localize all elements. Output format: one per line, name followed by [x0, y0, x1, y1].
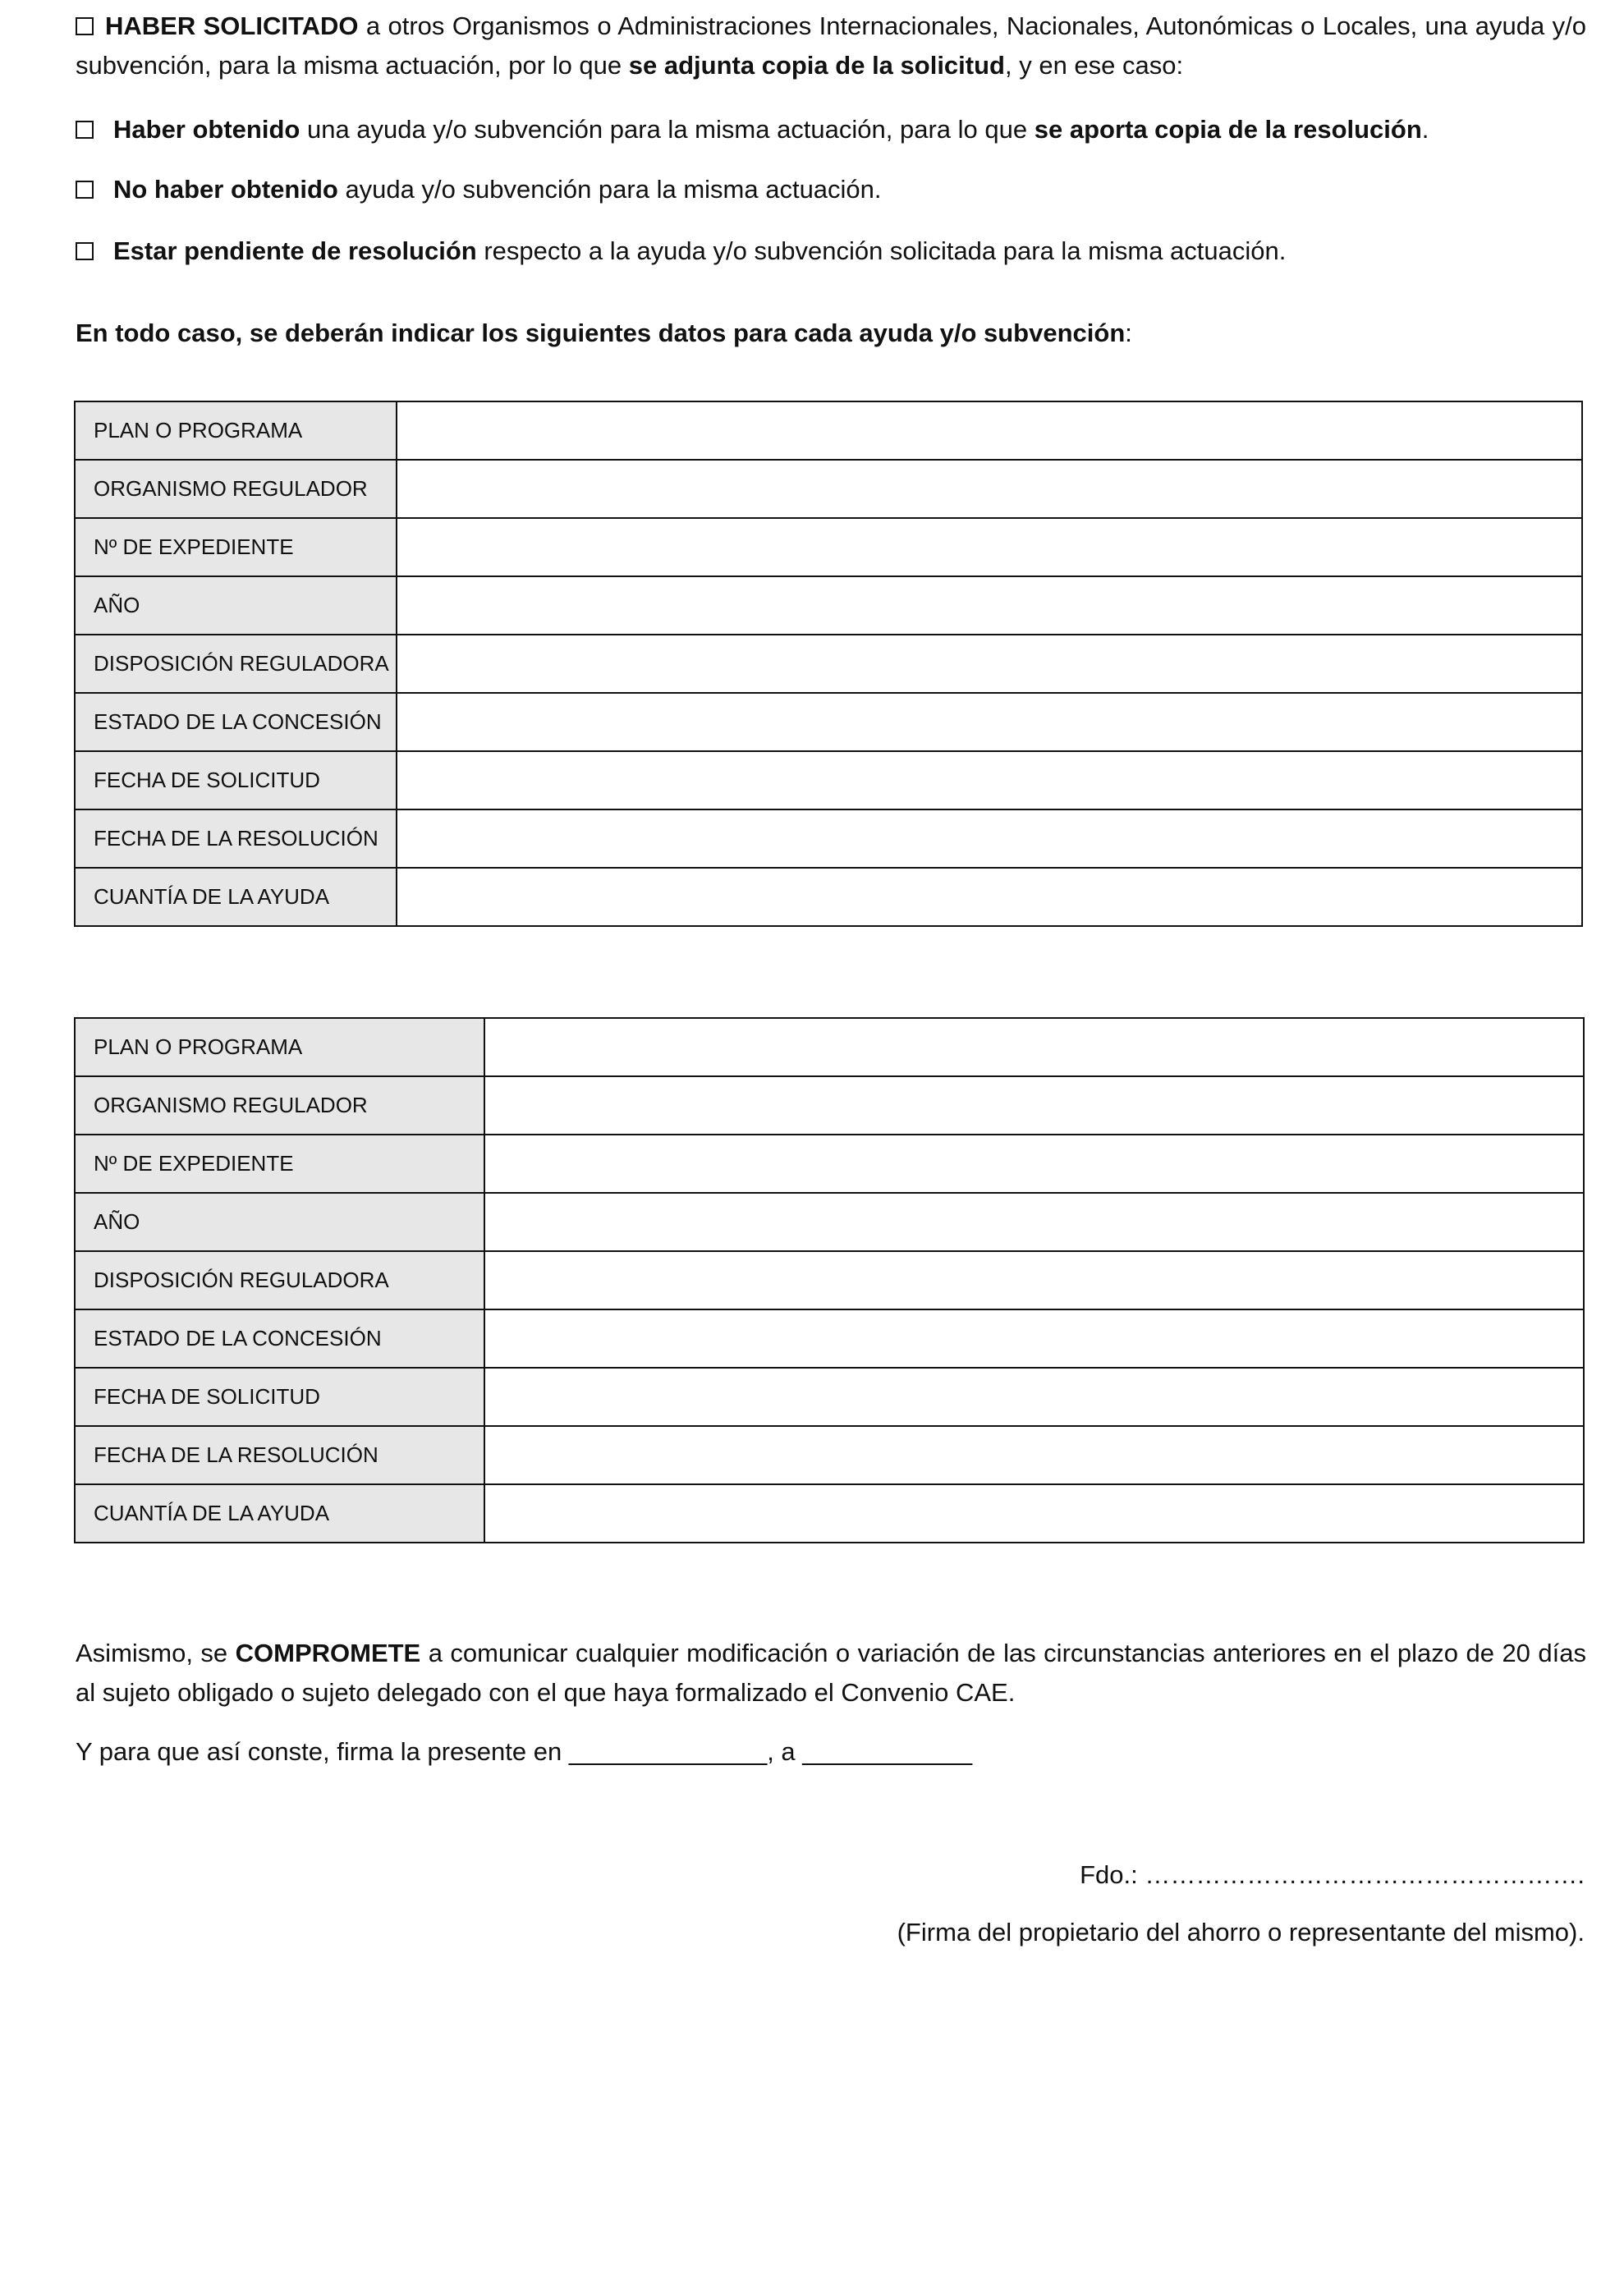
- option-bold: Estar pendiente de resolución: [113, 236, 477, 265]
- table-row: [75, 1484, 1584, 1543]
- ayuda-table-2: [74, 1017, 1585, 1543]
- caption-text: (Firma del propietario del ahorro o representante del mismo).: [897, 1918, 1585, 1947]
- table-row: [75, 401, 1582, 460]
- haber-solicitado-checkbox[interactable]: [76, 17, 94, 35]
- option-text: [113, 232, 1286, 271]
- table-row: [75, 1076, 1584, 1135]
- table-row: [75, 518, 1582, 576]
- row-value-field[interactable]: [397, 460, 1582, 518]
- commit-text-1: Asimismo, se: [76, 1639, 236, 1667]
- row-label: AÑO: [75, 1193, 484, 1251]
- row-value-field[interactable]: [484, 1076, 1584, 1135]
- row-value-field[interactable]: [397, 401, 1582, 460]
- row-label: DISPOSICIÓN REGULADORA: [75, 1251, 484, 1309]
- row-label: ESTADO DE LA CONCESIÓN: [75, 1309, 484, 1368]
- row-value-field[interactable]: [484, 1135, 1584, 1193]
- indicate-instruction: [76, 314, 1586, 353]
- row-label: CUANTÍA DE LA AYUDA: [75, 1484, 484, 1543]
- fdo-text: Fdo.: …………………………………………….: [1080, 1860, 1585, 1889]
- commitment-paragraph: [76, 1634, 1586, 1713]
- intro-text-2: , y en ese caso:: [1004, 51, 1184, 80]
- row-label: PLAN O PROGRAMA: [75, 1018, 484, 1076]
- row-value-field[interactable]: [397, 518, 1582, 576]
- table-row: [75, 576, 1582, 635]
- row-value-field[interactable]: [484, 1484, 1584, 1543]
- row-label: CUANTÍA DE LA AYUDA: [75, 868, 397, 926]
- row-label: FECHA DE SOLICITUD: [75, 751, 397, 809]
- option-text: [113, 110, 1429, 149]
- pendiente-resolucion-checkbox[interactable]: [76, 242, 94, 260]
- indicate-colon: :: [1125, 319, 1132, 347]
- intro-paragraph: [76, 7, 1586, 85]
- row-label: FECHA DE SOLICITUD: [75, 1368, 484, 1426]
- table-row: [75, 1251, 1584, 1309]
- table-row: [75, 1135, 1584, 1193]
- row-label: DISPOSICIÓN REGULADORA: [75, 635, 397, 693]
- row-value-field[interactable]: [397, 868, 1582, 926]
- row-value-field[interactable]: [397, 751, 1582, 809]
- indicate-bold: En todo caso, se deberán indicar los siguientes datos para cada ayuda y/o subvención: [76, 319, 1126, 347]
- row-label: PLAN O PROGRAMA: [75, 401, 397, 460]
- table-row: [75, 868, 1582, 926]
- intro-text-1: a otros Organismos o Administraciones Internacionales, Nacionales, Autonómicas o Locales, una ayuda y/o subvención, para la misma actuación, por lo que: [76, 11, 1586, 80]
- ayuda-table-1-body: [75, 401, 1582, 926]
- signature-caption: [76, 1913, 1585, 1952]
- option-bold-2: se aporta copia de la resolución: [1034, 115, 1422, 144]
- option-text-2: .: [1421, 115, 1429, 144]
- row-value-field[interactable]: [397, 635, 1582, 693]
- option-text-1: respecto a la ayuda y/o subvención solicitada para la misma actuación.: [476, 236, 1287, 265]
- row-label: Nº DE EXPEDIENTE: [75, 518, 397, 576]
- table-row: [75, 809, 1582, 868]
- table-row: [75, 635, 1582, 693]
- row-label: ORGANISMO REGULADOR: [75, 460, 397, 518]
- option-pendiente-resolucion: [76, 232, 1586, 271]
- table-row: [75, 693, 1582, 751]
- row-label: FECHA DE LA RESOLUCIÓN: [75, 809, 397, 868]
- row-value-field[interactable]: [484, 1251, 1584, 1309]
- table-row: [75, 1309, 1584, 1368]
- row-label: Nº DE EXPEDIENTE: [75, 1135, 484, 1193]
- option-haber-obtenido: [76, 110, 1586, 149]
- row-value-field[interactable]: [484, 1193, 1584, 1251]
- signature-fdo: [76, 1855, 1585, 1895]
- option-text-1: ayuda y/o subvención para la misma actuación.: [337, 175, 882, 204]
- haber-obtenido-checkbox[interactable]: [76, 121, 94, 139]
- commit-bold: COMPROMETE: [235, 1639, 421, 1667]
- option-no-haber-obtenido: [76, 170, 1586, 209]
- table-row: [75, 751, 1582, 809]
- row-value-field[interactable]: [397, 576, 1582, 635]
- row-label: FECHA DE LA RESOLUCIÓN: [75, 1426, 484, 1484]
- row-label: ORGANISMO REGULADOR: [75, 1076, 484, 1135]
- table-row: [75, 1426, 1584, 1484]
- option-text-1: una ayuda y/o subvención para la misma actuación, para lo que: [300, 115, 1034, 144]
- table-row: [75, 460, 1582, 518]
- intro-bold-2: se adjunta copia de la solicitud: [628, 51, 1005, 80]
- option-bold: Haber obtenido: [113, 115, 300, 144]
- no-haber-obtenido-checkbox[interactable]: [76, 181, 94, 199]
- row-value-field[interactable]: [484, 1018, 1584, 1076]
- ayuda-table-2-body: [75, 1018, 1584, 1543]
- commit-text-2: a comunicar cualquier modificación o variación de las circunstancias anteriores en el plazo de 20 días al sujeto obligado o sujeto delegado con el que haya formalizado el Convenio CAE.: [76, 1639, 1586, 1707]
- row-value-field[interactable]: [484, 1426, 1584, 1484]
- option-text: [113, 170, 882, 209]
- ayuda-table-1: [74, 401, 1583, 927]
- table-row: [75, 1193, 1584, 1251]
- sign-place-line: [76, 1732, 972, 1772]
- table-row: [75, 1368, 1584, 1426]
- table-row: [75, 1018, 1584, 1076]
- intro-bold-label: HABER SOLICITADO: [105, 11, 359, 40]
- sign-place-text: Y para que así conste, firma la presente en ______________, a ____________: [76, 1737, 973, 1766]
- row-value-field[interactable]: [397, 809, 1582, 868]
- row-value-field[interactable]: [484, 1368, 1584, 1426]
- row-label: AÑO: [75, 576, 397, 635]
- row-value-field[interactable]: [397, 693, 1582, 751]
- row-value-field[interactable]: [484, 1309, 1584, 1368]
- option-bold: No haber obtenido: [113, 175, 338, 204]
- row-label: ESTADO DE LA CONCESIÓN: [75, 693, 397, 751]
